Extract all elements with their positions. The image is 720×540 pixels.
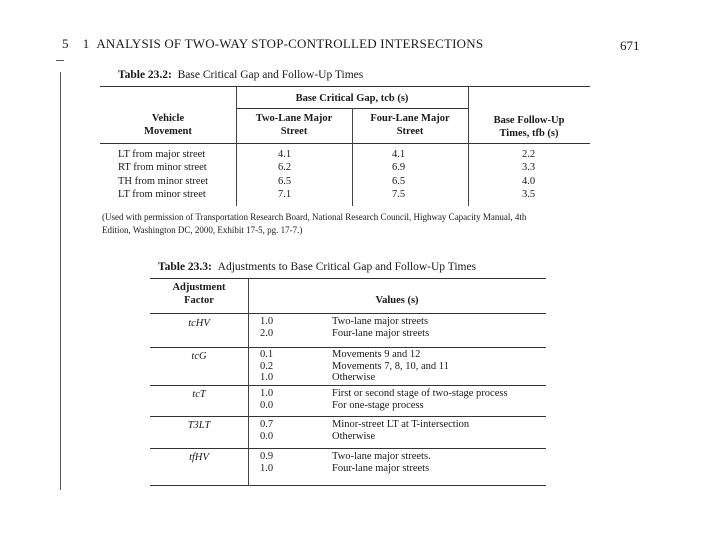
table-cell: 3.5 bbox=[522, 188, 536, 200]
table-cell: 1.0 bbox=[260, 388, 274, 399]
table-cell: RT from minor street bbox=[118, 162, 207, 174]
table1-source-note bbox=[102, 211, 594, 236]
table-cell: 3.3 bbox=[522, 162, 536, 174]
running-header bbox=[62, 36, 483, 52]
table1-header-rule bbox=[100, 143, 590, 144]
page-number: 671 bbox=[620, 38, 640, 53]
table-cell: LT from minor street bbox=[118, 188, 206, 200]
table2-label: Table 23.3: bbox=[158, 261, 212, 273]
table2-bottom-rule bbox=[150, 485, 546, 486]
table-cell: 1.0 bbox=[260, 316, 274, 327]
table-cell: 6.2 bbox=[278, 162, 292, 174]
source-line: Edition, Washington DC, 2000, Exhibit 17-5, pg. 17-7.) bbox=[102, 224, 303, 235]
table2-header-rule bbox=[150, 313, 546, 314]
header-line: Two-Lane Major bbox=[255, 113, 333, 124]
table-cell: 0.1 bbox=[260, 349, 274, 360]
header-line: Street bbox=[280, 126, 308, 137]
table-cell: 2.0 bbox=[260, 327, 274, 339]
table1-followup-column bbox=[522, 148, 535, 201]
header-line: Adjustment bbox=[172, 282, 226, 293]
table2-divider bbox=[248, 278, 249, 486]
table2-group-rule bbox=[150, 347, 546, 348]
table1-four-lane-column bbox=[392, 148, 405, 201]
table-cell: Movements 9 and 12 bbox=[332, 349, 421, 360]
source-line: (Used with permission of Transportation Research Board, National Research Council, Highway Capacity Manual, 4th bbox=[102, 212, 527, 222]
factor-label: T3LT bbox=[187, 420, 211, 431]
table-cell: Four-lane major streets bbox=[332, 462, 430, 474]
table2-title: Adjustments to Base Critical Gap and Follow-Up Times bbox=[217, 261, 477, 273]
table-cell: 4.1 bbox=[392, 149, 406, 160]
table-cell: First or second stage of two-stage process bbox=[332, 388, 508, 399]
table-cell: LT from major street bbox=[118, 149, 206, 160]
table-cell: 1.0 bbox=[260, 462, 274, 474]
values-column bbox=[260, 419, 273, 442]
values-column bbox=[260, 388, 273, 411]
table1-col-two-lane bbox=[236, 112, 352, 138]
table-cell: 0.0 bbox=[260, 399, 274, 411]
section-number: 5 bbox=[62, 36, 69, 51]
table1-col-vehicle bbox=[100, 112, 236, 138]
descriptions-column bbox=[332, 388, 508, 411]
table1-col-four-lane bbox=[352, 112, 468, 138]
factor-label: tfHV bbox=[189, 452, 209, 463]
table2-caption bbox=[158, 261, 476, 273]
table-cell: 4.1 bbox=[278, 149, 292, 160]
table1-two-lane-column bbox=[278, 148, 291, 201]
header-line: Vehicle bbox=[151, 113, 185, 124]
header-line: Factor bbox=[184, 295, 214, 306]
table2-col-values: Values (s) bbox=[375, 295, 419, 306]
table-cell: 7.5 bbox=[392, 188, 406, 200]
table-cell: Otherwise bbox=[332, 430, 376, 442]
values-column bbox=[260, 316, 273, 339]
descriptions-column bbox=[332, 419, 469, 442]
header-line: Movement bbox=[144, 126, 192, 137]
table-cell: Otherwise bbox=[332, 372, 376, 384]
table-cell: 0.7 bbox=[260, 419, 274, 430]
table-cell: Movements 7, 8, 10, and 11 bbox=[332, 360, 449, 372]
values-column bbox=[260, 451, 273, 474]
table2-top-rule bbox=[150, 278, 546, 279]
header-line: Street bbox=[396, 126, 424, 137]
table-cell: 1.0 bbox=[260, 372, 274, 384]
descriptions-column bbox=[332, 349, 449, 384]
table-cell: 7.1 bbox=[278, 188, 292, 200]
table2 bbox=[150, 278, 546, 488]
descriptions-column bbox=[332, 451, 431, 474]
table1-divider bbox=[468, 86, 469, 206]
table2-group-rule bbox=[150, 385, 546, 386]
header-line: Base Follow-Up bbox=[493, 115, 565, 126]
table-cell: For one-stage process bbox=[332, 399, 424, 411]
table1 bbox=[100, 86, 590, 206]
table-cell: 6.5 bbox=[278, 175, 292, 187]
table2-group-rule bbox=[150, 448, 546, 449]
table-cell: 4.0 bbox=[522, 175, 536, 187]
table1-top-rule bbox=[100, 86, 590, 87]
factor-label: tcHV bbox=[188, 318, 210, 329]
chapter-number: 1 bbox=[82, 36, 90, 51]
margin-mark bbox=[56, 60, 64, 61]
table-cell: Two-lane major streets bbox=[332, 316, 429, 327]
factor-label: tcG bbox=[191, 351, 207, 362]
table-cell: 0.2 bbox=[260, 360, 274, 372]
table1-col-followup bbox=[468, 114, 590, 140]
table-cell: Two-lane major streets. bbox=[332, 451, 431, 462]
table1-title: Base Critical Gap and Follow-Up Times bbox=[177, 69, 364, 81]
table-cell: Four-lane major streets bbox=[332, 327, 430, 339]
table1-label: Table 23.2: bbox=[118, 69, 172, 81]
chapter-title: ANALYSIS OF TWO-WAY STOP-CONTROLLED INTERSECTIONS bbox=[96, 36, 484, 51]
table-cell: 2.2 bbox=[522, 149, 536, 160]
page-binding-edge bbox=[60, 72, 61, 490]
table-cell: TH from minor street bbox=[118, 175, 209, 187]
descriptions-column bbox=[332, 316, 429, 339]
table-cell: Minor-street LT at T-intersection bbox=[332, 419, 470, 430]
table-cell: 6.5 bbox=[392, 175, 406, 187]
header-line: Times, tfb (s) bbox=[499, 128, 559, 139]
values-column bbox=[260, 349, 273, 384]
factor-label: tcT bbox=[192, 389, 206, 400]
table1-movement-column bbox=[118, 148, 208, 201]
table-cell: 0.9 bbox=[260, 451, 274, 462]
table1-group-header: Base Critical Gap, tcb (s) bbox=[295, 93, 409, 104]
table-cell: 0.0 bbox=[260, 430, 274, 442]
table1-caption bbox=[118, 69, 363, 81]
header-line: Four-Lane Major bbox=[370, 113, 450, 124]
table-cell: 6.9 bbox=[392, 162, 406, 174]
table2-group-rule bbox=[150, 416, 546, 417]
table2-col-factor bbox=[150, 281, 248, 307]
